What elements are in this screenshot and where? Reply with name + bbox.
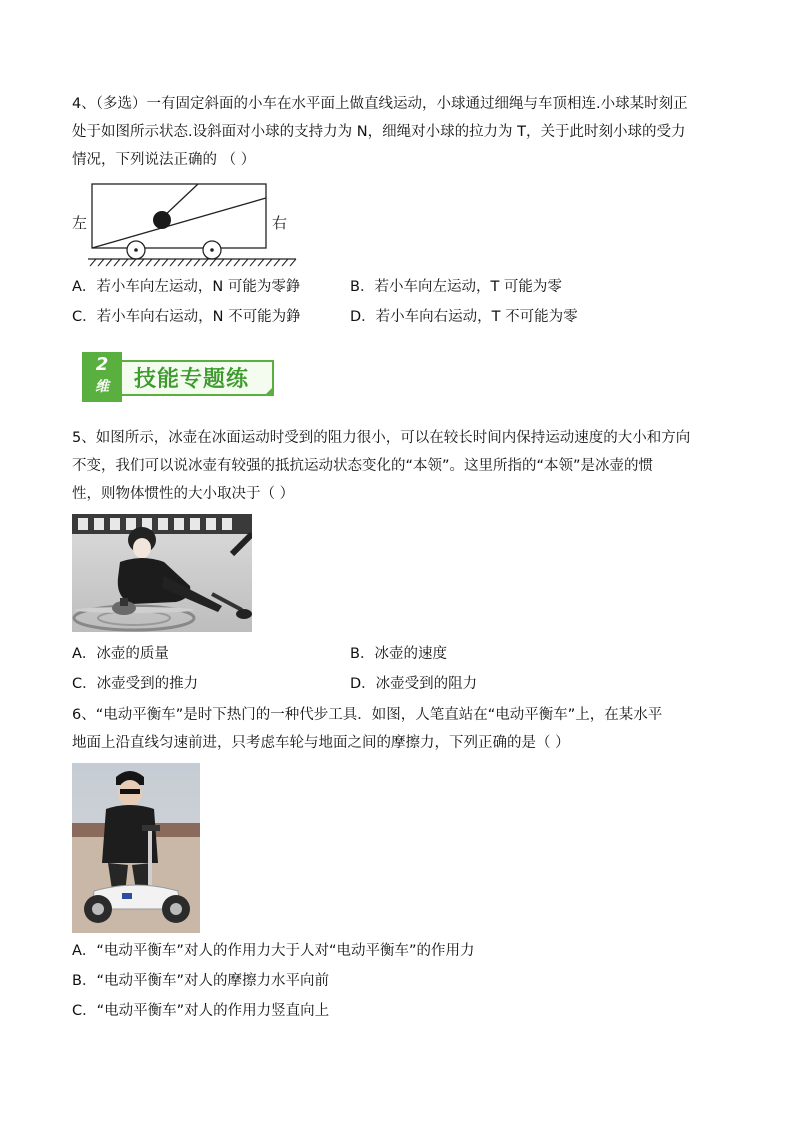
q4-option-b: B．若小车向左运动，T 可能为零: [350, 279, 562, 295]
ball: [153, 211, 171, 229]
q5-line-2: 不变，我们可以说冰壶有较强的抵抗运动状态变化的“本领”。这里所指的“本领”是冰壶的惯: [72, 458, 654, 474]
section-number-badge: [82, 352, 122, 402]
q5-option-c: C．冰壶受到的推力: [72, 676, 199, 692]
q5-option-a: A．冰壶的质量: [72, 646, 169, 662]
q6-stem: [72, 701, 722, 757]
left-label: 左: [72, 214, 88, 232]
cart-body: [92, 184, 266, 248]
q4-line-2: 处于如图所示状态.设斜面对小球的支持力为 N，细绳对小球的拉力为 T，关于此时刻小球的受力: [72, 124, 686, 140]
section-banner: [82, 352, 278, 402]
curling-photo: [72, 514, 252, 632]
q6-option-a: A．“电动平衡车”对人的作用力大于人对“电动平衡车”的作用力: [72, 943, 475, 959]
ground-hatching: [90, 259, 296, 266]
section-number: 2: [95, 354, 109, 375]
right-label: 右: [272, 214, 288, 232]
q5-stem: [72, 424, 722, 508]
q5-option-d: D．冰壶受到的阻力: [350, 676, 478, 692]
q5-line-3: 性，则物体惯性的大小取决于（ ）: [72, 486, 295, 502]
section-unit: 维: [95, 379, 109, 395]
q4-option-c: C．若小车向右运动，N 不可能为錚: [72, 309, 301, 325]
q5-line-1: 5、如图所示，冰壶在冰面运动时受到的阻力很小，可以在较长时间内保持运动速度的大小和方向: [72, 430, 691, 446]
balance-scooter-photo: [72, 763, 200, 933]
section-title: 技能专题练: [134, 367, 250, 392]
cart-diagram: [68, 180, 368, 272]
q6-option-c: C．“电动平衡车”对人的作用力竖直向上: [72, 1003, 330, 1019]
q6-option-b: B．“电动平衡车”对人的摩擦力水平向前: [72, 973, 329, 989]
q4-option-a: A．若小车向左运动，N 可能为零錚: [72, 279, 301, 295]
q6-line-2: 地面上沿直线匀速前进，只考虑车轮与地面之间的摩擦力，下列正确的是（ ）: [72, 735, 570, 751]
q4-line-3: 情况，下列说法正确的 （ ）: [72, 152, 256, 168]
incline-surface: [92, 198, 266, 248]
q5-option-b: B．冰壶的速度: [350, 646, 447, 662]
q4-line-1: 4、（多选）一有固定斜面的小车在水平面上做直线运动，小球通过细绳与车顶相连.小球某时刻正: [72, 96, 688, 112]
q4-stem: [72, 90, 722, 174]
q4-option-d: D．若小车向右运动，T 不可能为零: [350, 309, 578, 325]
q6-line-1: 6、“电动平衡车”是时下热门的一种代步工具．如图，人笔直站在“电动平衡车”上，在某水平: [72, 707, 663, 723]
